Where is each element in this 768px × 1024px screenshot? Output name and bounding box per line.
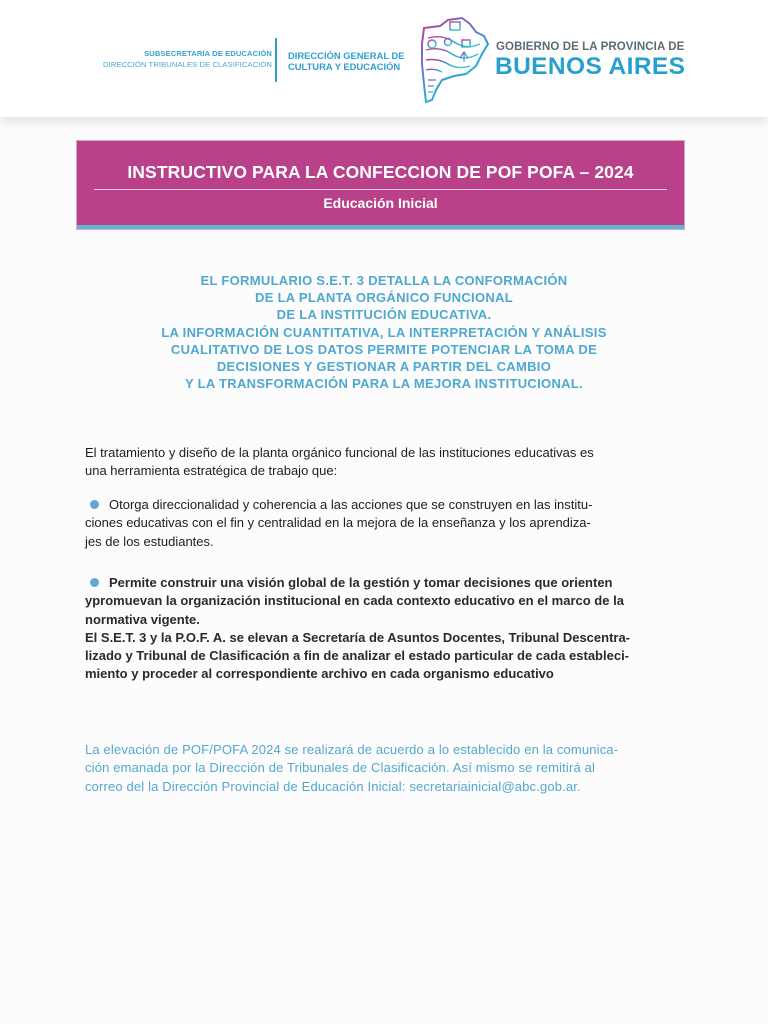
page-header: [0, 0, 768, 117]
subsecretaria-block: [103, 48, 272, 70]
dgce-line1: DIRECCIÓN GENERAL DE: [288, 50, 405, 61]
subsecretaria-line2: DIRECCIÓN TRIBUNALES DE CLASIFICACIÓN: [103, 60, 272, 69]
lead-line: CUALITATIVO DE LOS DATOS PERMITE POTENCIAR LA TOMA DE: [170, 341, 598, 357]
subsecretaria-line1: SUBSECRETARÍA DE EDUCACIÓN: [144, 49, 272, 58]
dgce-block: [288, 50, 405, 72]
bullet-line: miento y proceder al correspondiente archivo en cada organismo educativo: [85, 666, 554, 682]
intro-paragraph: [85, 444, 687, 481]
buenos-aires-wordmark: BUENOS AIRES: [495, 53, 686, 80]
bullet-item: [85, 496, 687, 551]
lead-line: DE LA PLANTA ORGÁNICO FUNCIONAL: [255, 290, 513, 306]
lead-line: Y LA TRANSFORMACIÓN PARA LA MEJORA INSTITUCIONAL.: [185, 376, 583, 392]
bullet-line: lizado y Tribunal de Clasificación a fin de analizar el estado particular de cada estableci-: [85, 648, 630, 664]
lead-statement: [60, 272, 708, 392]
submission-note: [85, 741, 687, 796]
intro-line: una herramienta estratégica de trabajo que:: [85, 463, 338, 479]
lead-line: DE LA INSTITUCIÓN EDUCATIVA.: [276, 307, 492, 323]
note-line: ción emanada por la Dirección de Tribunales de Clasificación. Así mismo se remitirá al: [85, 760, 596, 776]
bullet-line: ciones educativas con el fin y centralidad en la mejora de la enseñanza y los aprendiza-: [85, 515, 591, 531]
title-banner: [77, 141, 684, 229]
bullet-line: Otorga direccionalidad y coherencia a las acciones que se construyen en las institu-: [109, 497, 593, 512]
bullet-item: [85, 574, 687, 684]
note-line: La elevación de POF/POFA 2024 se realizará de acuerdo a lo establecido en la comunica-: [85, 742, 619, 757]
document-title: INSTRUCTIVO PARA LA CONFECCION DE POF POFA – 2024: [127, 162, 634, 182]
bullet-line: Permite construir una visión global de la gestión y tomar decisiones que orienten: [109, 575, 613, 590]
bullet-line: normativa vigente.: [85, 611, 200, 627]
lead-line: DECISIONES Y GESTIONAR A PARTIR DEL CAMBIO: [216, 359, 552, 375]
bullet-line: jes de los estudiantes.: [85, 533, 214, 549]
document-subtitle: Educación Inicial: [323, 195, 438, 211]
bullet-dot-icon: [90, 500, 99, 509]
banner-divider: [94, 189, 667, 190]
note-line: correo del la Dirección Provincial de Educación Inicial: secretariainicial@abc.gob.ar.: [85, 778, 581, 794]
intro-line: El tratamiento y diseño de la planta orgánico funcional de las instituciones educativas es: [85, 445, 594, 460]
buenos-aires-province-map-icon: [418, 14, 494, 104]
header-divider: [275, 38, 277, 82]
lead-line: EL FORMULARIO S.E.T. 3 DETALLA LA CONFORMACIÓN: [200, 273, 568, 288]
bullet-dot-icon: [90, 578, 99, 587]
dgce-line2: CULTURA Y EDUCACIÓN: [288, 61, 401, 72]
bullet-line: ypromuevan la organización institucional en cada contexto educativo en el marco de la: [85, 593, 624, 609]
bullet-line: El S.E.T. 3 y la P.O.F. A. se elevan a Secretaría de Asuntos Docentes, Tribunal Descentra-: [85, 629, 631, 645]
lead-line: LA INFORMACIÓN CUANTITATIVA, LA INTERPRETACIÓN Y ANÁLISIS: [161, 324, 607, 340]
government-label: GOBIERNO DE LA PROVINCIA DE: [496, 41, 685, 53]
